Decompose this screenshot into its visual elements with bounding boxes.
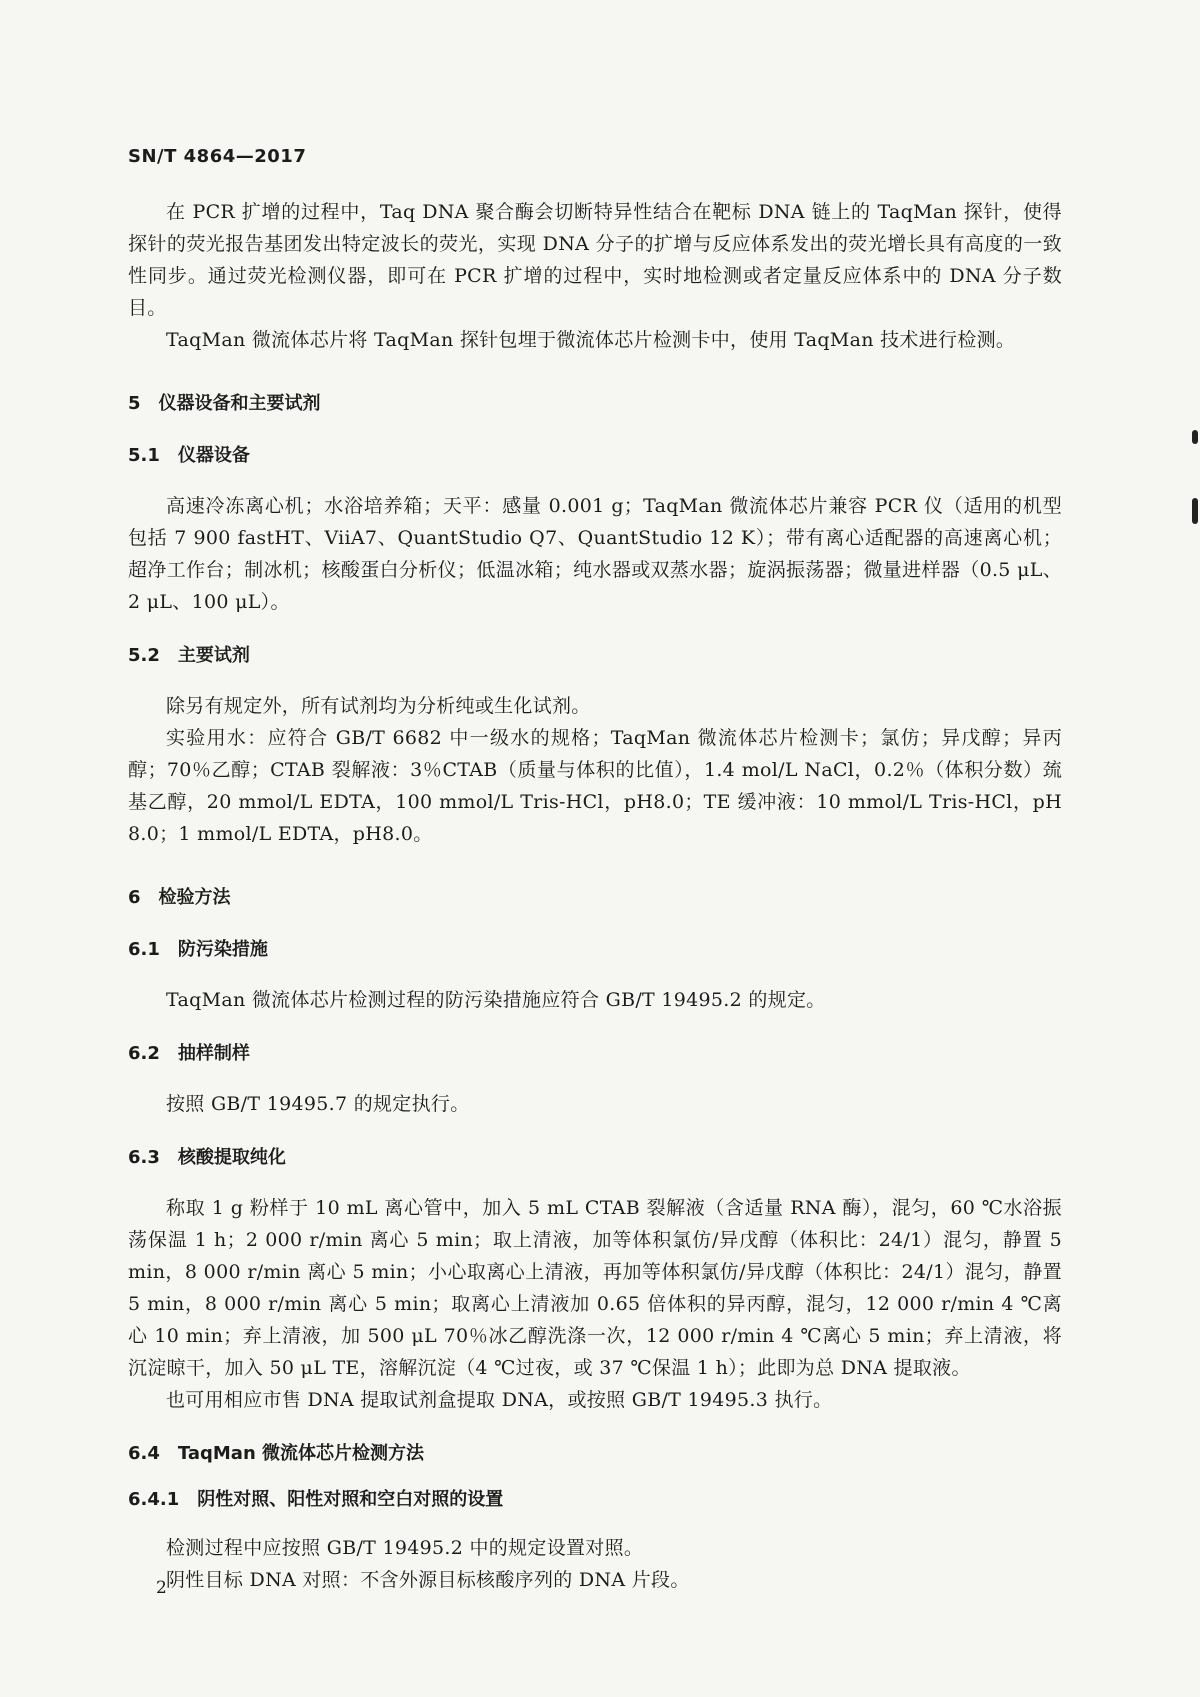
section-number: 6.4.1 xyxy=(128,1489,180,1510)
controls-paragraph-2: 阴性目标 DNA 对照：不含外源目标核酸序列的 DNA 片段。 xyxy=(166,1569,690,1591)
section-heading-6 xyxy=(128,886,1062,910)
reagents-paragraph-2: 实验用水：应符合 GB/T 6682 中一级水的规格；TaqMan 微流体芯片检测卡；氯仿；异戊醇；异丙醇；70％乙醇；CTAB 裂解液：3％CTAB（质量与体积的比值），1.4 mol/L NaCl，0.2％（体积分数）巯基乙醇，20 mmol/L EDTA，100 mmol/L Tris-HCl，pH8.0；TE 缓冲液：10 mmol/L Tris-HCl，pH 8.0；1 mmol/L EDTA，pH8.0。 xyxy=(128,727,1062,845)
intro-paragraph-1: 在 PCR 扩增的过程中，Taq DNA 聚合酶会切断特异性结合在靶标 DNA 链上的 TaqMan 探针，使得探针的荧光报告基团发出特定波长的荧光，实现 DNA 分子的扩增与反应体系发出的荧光增长具有高度的一致性同步。通过荧光检测仪器，即可在 PCR 扩增的过程中，实时地检测或者定量反应体系中的 DNA 分子数目。 xyxy=(128,201,1062,319)
section-number: 6.3 xyxy=(128,1147,160,1168)
body-text xyxy=(128,196,1062,1596)
contamination-paragraph: TaqMan 微流体芯片检测过程的防污染措施应符合 GB/T 19495.2 的规定。 xyxy=(166,989,826,1011)
section-heading-6-3 xyxy=(128,1146,1062,1170)
scan-edge-mark xyxy=(1192,430,1198,444)
equipment-paragraph: 高速冷冻离心机；水浴培养箱；天平：感量 0.001 g；TaqMan 微流体芯片兼容 PCR 仪（适用的机型包括 7 900 fastHT、ViiA7、QuantStudio Q7、QuantStudio 12 K）；带有离心适配器的高速离心机；超净工作台；制冰机；核酸蛋白分析仪；低温冰箱；纯水器或双蒸水器；旋涡振荡器；微量进样器（0.5 μL、2 μL、100 μL）。 xyxy=(128,495,1062,613)
section-number: 5.2 xyxy=(128,645,160,666)
section-title: 主要试剂 xyxy=(177,645,250,666)
section-number: 6.4 xyxy=(128,1443,160,1464)
section-heading-5-2 xyxy=(128,644,1062,668)
section-title: 防污染措施 xyxy=(177,939,268,960)
section-title: 核酸提取纯化 xyxy=(177,1147,286,1168)
extraction-paragraph-2: 也可用相应市售 DNA 提取试剂盒提取 DNA，或按照 GB/T 19495.3 执行。 xyxy=(166,1389,833,1411)
section-title: 阴性对照、阳性对照和空白对照的设置 xyxy=(197,1489,504,1510)
section-title: 仪器设备和主要试剂 xyxy=(158,393,321,414)
section-heading-5-1 xyxy=(128,444,1062,468)
controls-paragraph-1: 检测过程中应按照 GB/T 19495.2 中的规定设置对照。 xyxy=(166,1537,644,1559)
extraction-paragraph-1: 称取 1 g 粉样于 10 mL 离心管中，加入 5 mL CTAB 裂解液（含适量 RNA 酶），混匀，60 ℃水浴振荡保温 1 h；2 000 r/min 离心 5 min；取上清液，加等体积氯仿/异戊醇（体积比：24/1）混匀，静置 5 min，8 000 r/min 离心 5 min；小心取离心上清液，再加等体积氯仿/异戊醇（体积比：24/1）混匀，静置 5 min，8 000 r/min 离心 5 min；取离心上清液加 0.65 倍体积的异丙醇，混匀，12 000 r/min 4 ℃离心 10 min；弃上清液，加 500 μL 70％冰乙醇洗涤一次，12 000 r/min 4 ℃离心 5 min；弃上清液，将沉淀晾干，加入 50 μL TE，溶解沉淀（4 ℃过夜，或 37 ℃保温 1 h）；此即为总 DNA 提取液。 xyxy=(128,1197,1062,1379)
section-title: 抽样制样 xyxy=(177,1043,250,1064)
scan-edge-mark xyxy=(1192,498,1198,524)
section-heading-5 xyxy=(128,392,1062,416)
page-number: 2 xyxy=(156,1578,167,1598)
section-number: 5.1 xyxy=(128,445,160,466)
section-number: 6 xyxy=(128,887,141,908)
section-number: 6.1 xyxy=(128,939,160,960)
section-number: 5 xyxy=(128,393,141,414)
section-title: 仪器设备 xyxy=(177,445,250,466)
reagents-paragraph-1: 除另有规定外，所有试剂均为分析纯或生化试剂。 xyxy=(166,695,591,717)
section-heading-6-4-1 xyxy=(128,1488,1062,1512)
standard-code: SN/T 4864—2017 xyxy=(128,146,307,167)
sampling-paragraph: 按照 GB/T 19495.7 的规定执行。 xyxy=(166,1093,470,1115)
section-heading-6-4 xyxy=(128,1442,1062,1466)
section-title: TaqMan 微流体芯片检测方法 xyxy=(177,1443,425,1464)
section-heading-6-1 xyxy=(128,938,1062,962)
intro-paragraph-2: TaqMan 微流体芯片将 TaqMan 探针包埋于微流体芯片检测卡中，使用 TaqMan 技术进行检测。 xyxy=(166,329,1016,351)
section-number: 6.2 xyxy=(128,1043,160,1064)
section-heading-6-2 xyxy=(128,1042,1062,1066)
section-title: 检验方法 xyxy=(158,887,231,908)
